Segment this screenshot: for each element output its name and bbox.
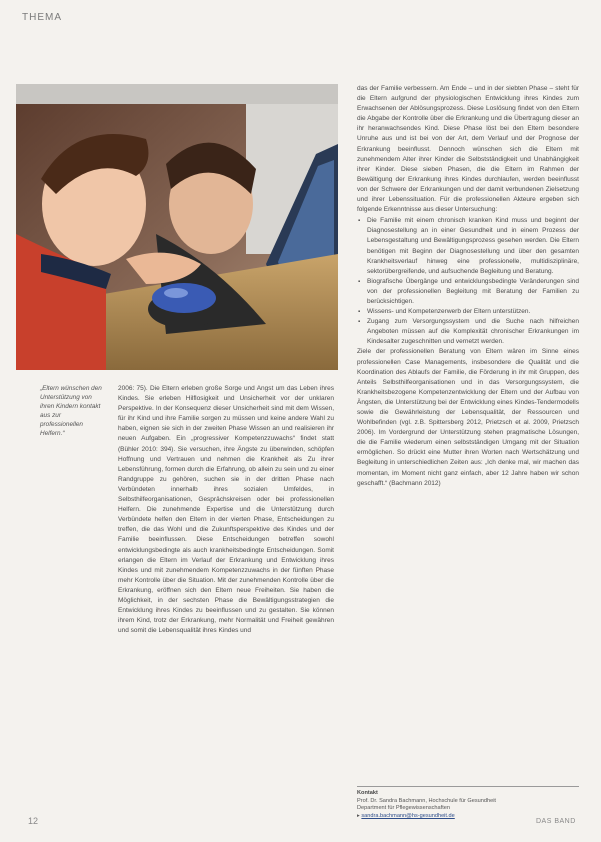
article-photo bbox=[16, 84, 338, 370]
bullet-item: ▪ Zugang zum Versorgungssystem und die Suche nach hilfreichen Angeboten müssen auf die Komplexität chronischer Erkrankungen im Kindesalter zugeschnitten und vernetzt werden. bbox=[367, 317, 579, 347]
contact-author: Prof. Dr. Sandra Bachmann, Hochschule für Gesundheit bbox=[357, 797, 496, 804]
contact-email-link[interactable]: sandra.bachmann@hs-gesundheit.de bbox=[361, 812, 455, 819]
pull-quote: „Eltern wünschen den Unterstützung von ihren Kindern kontakt aus zur professionellen Helfern.“ bbox=[40, 385, 102, 437]
bullet-item: ▪ Biografische Übergänge und entwicklungsbedingte Veränderungen sind von der professionellen Begleitung mit Beratung der Familien zu berücksichtigen. bbox=[367, 277, 579, 307]
section-label: THEMA bbox=[22, 12, 62, 23]
mail-icon: ▸ bbox=[357, 812, 362, 819]
body-column-middle bbox=[118, 384, 334, 637]
body-paragraph-outro: Ziele der professionellen Beratung von Eltern wären im Sinne eines professionellen Case Managements, insbesondere die Qualität und die Koordination des Ablaufs der Familie, die Förderung in ihr mit Gruppen, des Anteils Selbsthilfeorganisationen und in das Versorgungssystem, die Krankheitsbezogene Kompetenzentwicklung der Eltern und der Aufbau von Ängsten, die Unterstützung bei der Entwicklung eines Kindes-Tendermodells sowie die Gewährleistung der Lebensqualität, der Ressourcen und Wohlbefinden (vgl. z.B. Spittersberg 2012, Prietzsch et al. 2009, Prietzsch 2006). Im Vordergrund der Unterstützung stehen pragmatische Lösungen, die die Familie wiederum einen selbstständigen Umgang mit der Situation ermöglichen. So drückt eine Mutter ihren Worten nach Wertschätzung und Begleitung in unterschiedlichen Zeiten aus: „Ich denke mal, wir machen das momentan, im Moment nicht ganz einfach, aber 12 Jahre haben wir schon geschafft.“ (Bachmann 2012) bbox=[357, 348, 579, 487]
contact-box bbox=[357, 786, 579, 820]
contact-department: Department für Pflegewissenschaften bbox=[357, 805, 450, 812]
bullet-list bbox=[357, 216, 579, 347]
bullet-item: ▪ Wissens- und Kompetenzerwerb der Eltern unterstützen. bbox=[367, 307, 579, 317]
contact-label: Kontakt bbox=[357, 790, 378, 796]
bullet-item: ▪ Die Familie mit einem chronisch kranken Kind muss und beginnt der Diagnosestellung an in einer Gesundheit und in einem Prozess der Lebensgestaltung und Bewältigungsprozess gesehen werden. Die Eltern benötigen mit Beginn der Diagnosestellung und über den gesamten Krankheitsverlauf hinweg eine professionelle, multidisziplinäre, sektorübergreifende, und aufsuchende Begleitung und Beratung. bbox=[367, 216, 579, 277]
body-paragraph-intro: das der Familie verbessern. Am Ende – und in der siebten Phase – steht für die Eltern aufgrund der physiologischen Entwicklung ihres Kindes zum Erwachsenen der Ablösungsprozess. Diese Loslösung findet von den Eltern die Abgabe der Kontrolle über die Erkrankung und die Übertragung dieser an ihr heranwachsendes Kind. Diese Phase löst bei den Eltern besondere Unruhe aus und ist bei von der Art, dem Verlauf und der Prognose der Erkrankung beeinflusst. Dennoch wünschen sich die Eltern mit zunehmendem Alter ihrer Kinder die Selbstständigkeit und Unabhängigkeit ihrer Kinder. Diese sieben Phasen, die die Eltern im Rahmen der Bewältigung der Erkrankung ihres Kindes durchlaufen, werden beeinflusst von der Schwere der Erkrankungen und der damit verbundenen Zielsetzung und ihrer Lebenssituation. Für die professionellen Akteure ergeben sich folgende Erkenntnisse aus dieser Untersuchung: bbox=[357, 85, 579, 214]
body-column-right bbox=[357, 84, 579, 490]
body-paragraph: 2006: 75). Die Eltern erleben große Sorge und Angst um das Leben ihres Kindes. Sie erleben Hilflosigkeit und Unsicherheit vor der unklaren Perspektive. In der Konsequenz dieser Unsicherheit sind mit dem Wissen, für ihr Kind und ihre Familie sorgen zu müssen und keine andere Wahl zu haben, eignen sie sich in der zweiten Phase Wissen an und realisieren ihr neuen Aufgaben. Ein „progressiver Kompetenzzuwachs“ findet statt (Bühler 2010: 394). Sie versuchen, ihre Ängste zu überwinden, schöpfen Hoffnung und Vertrauen und nehmen die Krankheit als Zu ihrer Lebensführung, formen durch die Erfahrung, ob allein zu sein und zu einer Randgruppe zu gehören, suchen sie in der dritten Phase nach Verbündeten innerhalb ihres sozialen Umfeldes, in Selbsthilfeorganisationen, Gesprächskreisen oder bei professionellen Helfern. Die zunehmende Expertise und die Unterstützung durch Verbündete helfen den Eltern in der vierten Phase, Entscheidungen zu treffen, die das Wohl und die Zukunftsperspektive des Kindes und der Familie beeinflussen. Diese Entscheidungen betreffen sowohl entwicklungsbedingte als auch krankheitsbedingte Entscheidungen. Somit erlangen die Eltern im Verlauf der Erkrankung und Entwicklung ihres Kindes und mit zunehmendem Kompetenzzuwachs in der fünften Phase mehr Kontrolle über die Situation. Mit der zunehmenden Kontrolle über die Erkrankung, eröffnen sich den Eltern neue Freiheiten. Sie haben die Möglichkeit, in der sechsten Phase die Bewältigungsstrategien die Entwicklung ihres Kindes zu beeinflussen und zu gestalten. Sie können ihrem Kind, trotz der Erkrankung, mehr Normalität und Freiheit gewähren und somit die Lebensqualität ihres Kindes und bbox=[118, 385, 334, 635]
page-number: 12 bbox=[28, 816, 39, 826]
journal-name: DAS BAND bbox=[536, 818, 576, 825]
